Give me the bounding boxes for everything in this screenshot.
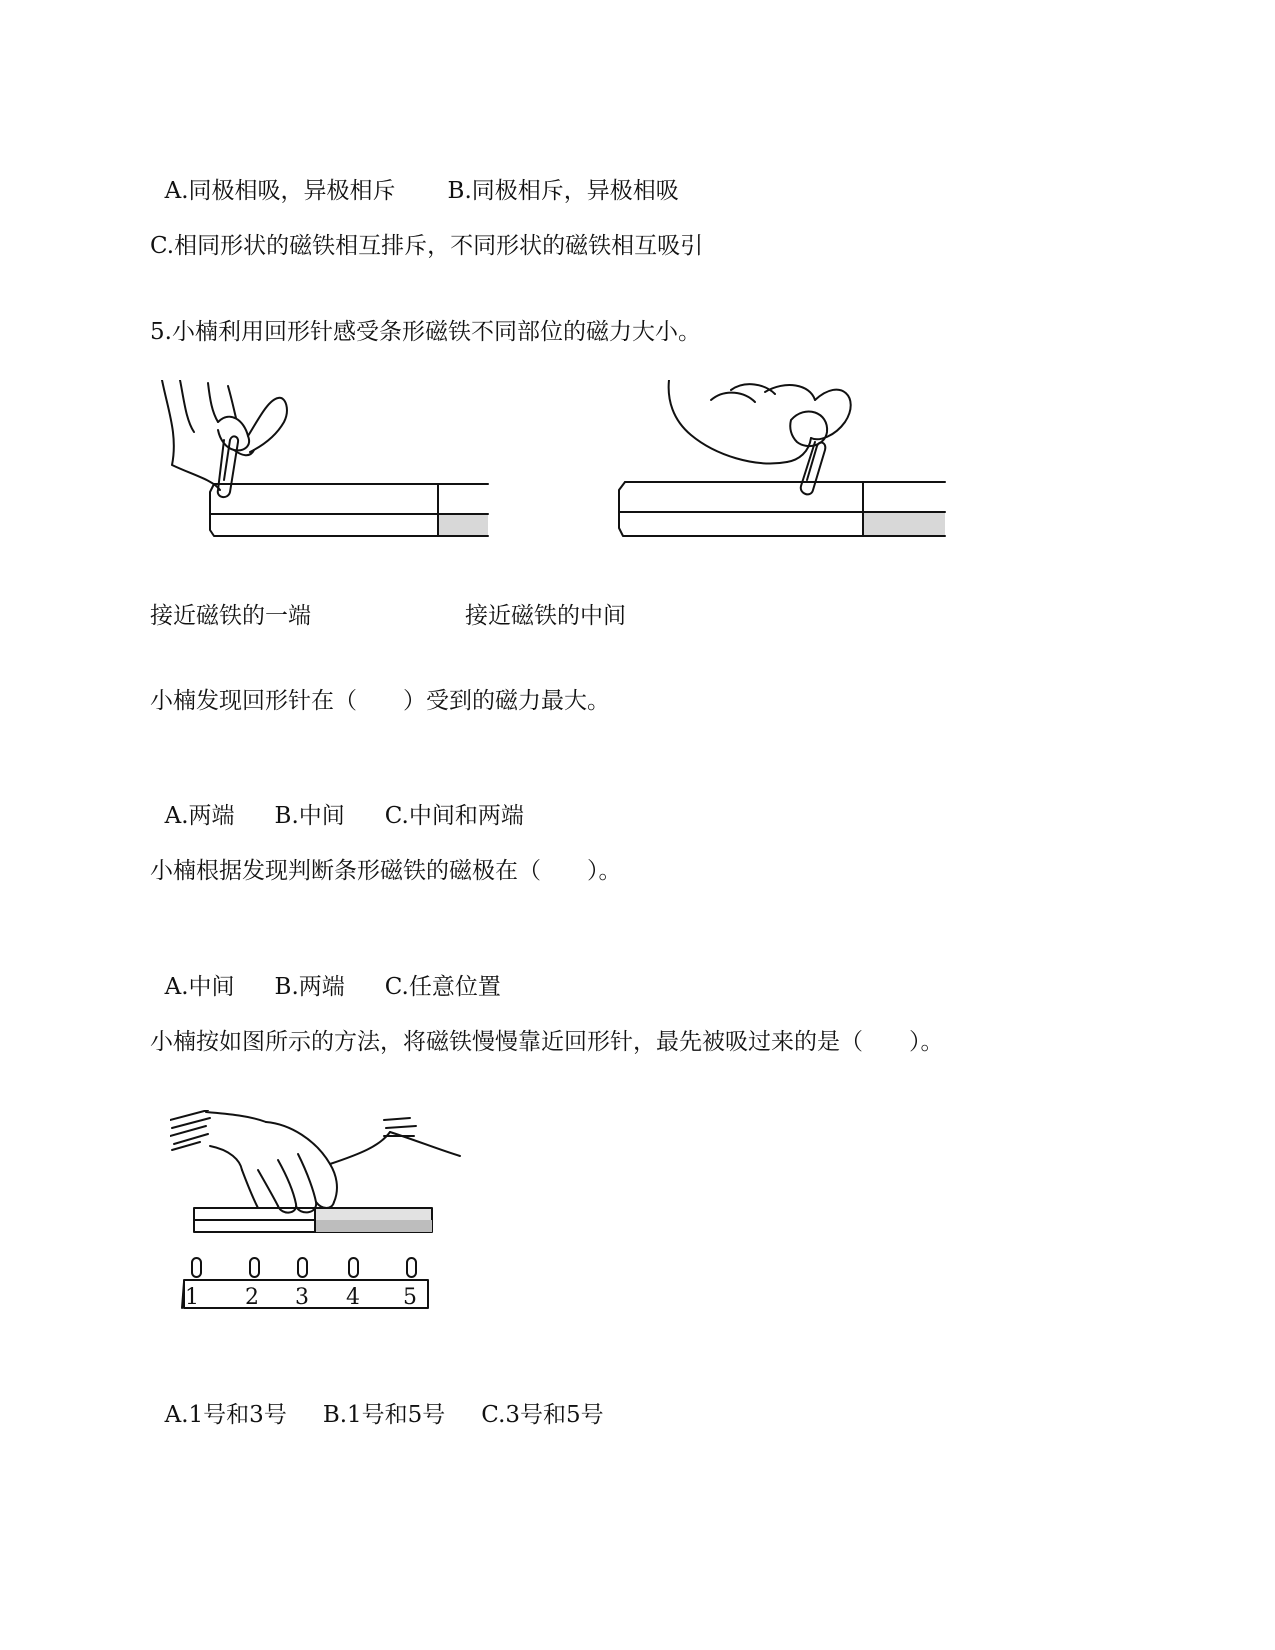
q5-sub3-question: 小楠按如图所示的方法，将磁铁慢慢靠近回形针，最先被吸过来的是（ ）。 [150,1029,944,1055]
q4-option-b: B.同极相斥，异极相吸 [447,178,679,204]
q4-option-a: A.同极相吸，异极相斥 [164,178,396,204]
ruler-number-1: 1 [185,1285,199,1310]
figure-caption-end: 接近磁铁的一端 [150,603,311,629]
q5-sub3-option-b: B.1号和5号 [322,1402,446,1428]
ruler-number-5: 5 [403,1285,417,1310]
ruler-number-3: 3 [295,1285,309,1310]
q5-sub1-option-b: B.中间 [274,803,345,829]
q5-sub2-option-a: A.中间 [164,974,235,1000]
figure-caption-middle: 接近磁铁的中间 [465,603,626,629]
figure-clip-at-middle [615,380,965,560]
q5-sub2-question: 小楠根据发现判断条形磁铁的磁极在（ ）。 [150,858,622,884]
q5-stem: 5.小楠利用回形针感受条形磁铁不同部位的磁力大小。 [150,319,701,345]
figure-magnet-over-clips [170,1110,470,1325]
q5-sub3-option-c: C.3号和5号 [481,1402,604,1428]
ruler-number-4: 4 [346,1285,360,1310]
q5-sub1-options [150,771,524,831]
q5-sub3-option-a: A.1号和3号 [164,1402,287,1428]
q4-options-row1 [150,146,679,206]
figure-clip-at-end [158,380,508,560]
q5-sub2-option-c: C.任意位置 [384,974,501,1000]
ruler-number-2: 2 [245,1285,259,1310]
q5-sub1-question: 小楠发现回形针在（ ）受到的磁力最大。 [150,688,610,714]
q4-option-c: C.相同形状的磁铁相互排斥，不同形状的磁铁相互吸引 [150,233,704,259]
q5-sub2-options [150,942,501,1002]
q5-sub2-option-b: B.两端 [274,974,345,1000]
q5-sub1-option-a: A.两端 [164,803,235,829]
q5-sub3-options [150,1370,604,1430]
q5-sub1-option-c: C.中间和两端 [384,803,524,829]
